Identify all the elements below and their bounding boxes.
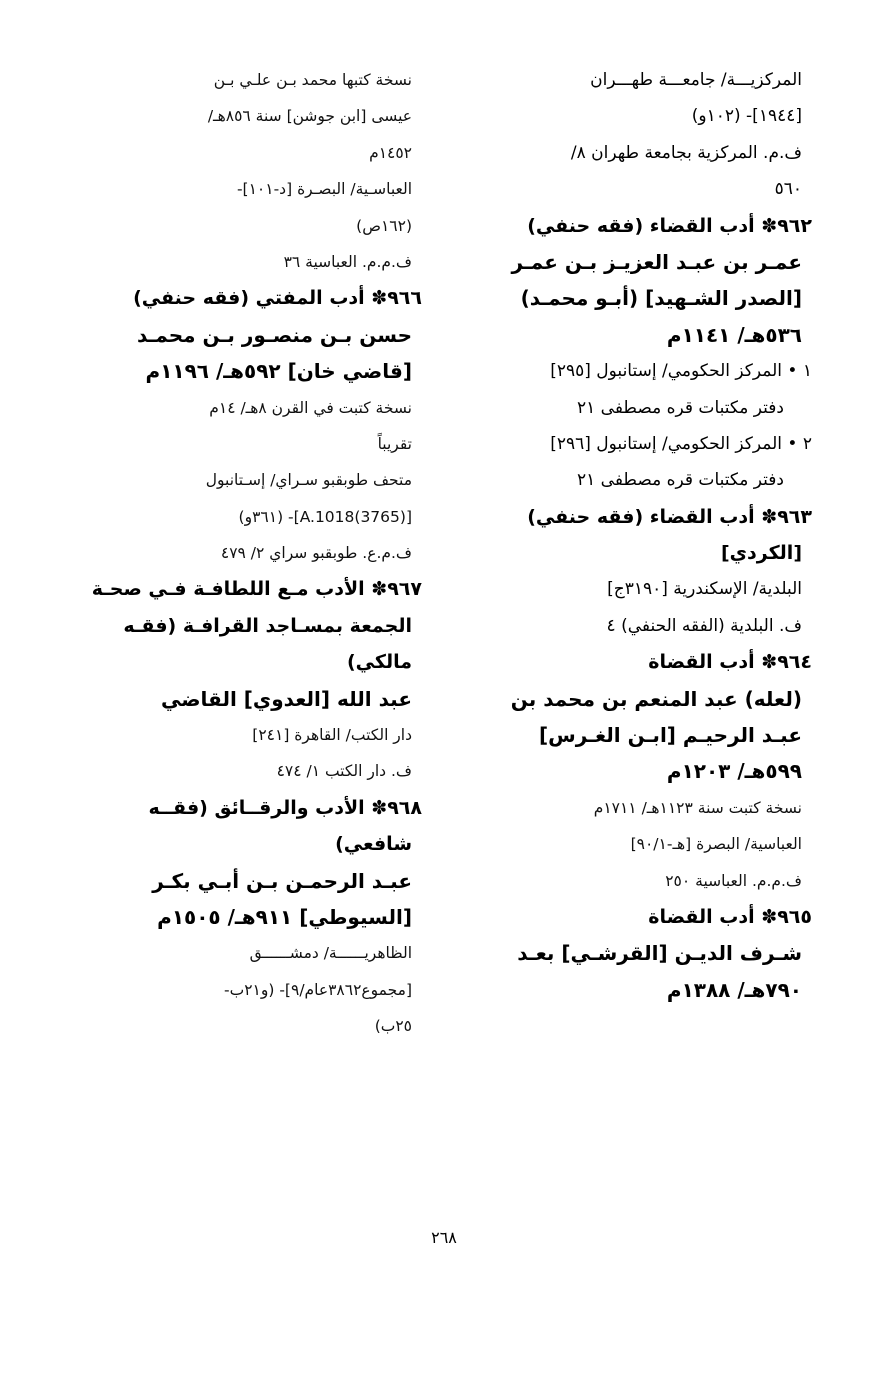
text-line: نسخة كتبت سنة ١١٢٣هـ/ ١٧١١م xyxy=(593,798,802,817)
text-line: البلدية/ الإسكندرية [٣١٩٠ج] xyxy=(607,579,802,600)
entry-heading: ٩٦٦✽ أدب المفتي (فقه حنفي) xyxy=(133,287,422,310)
text-line: نسخة كتبت في القرن ٨هـ/ ١٤م xyxy=(209,398,412,417)
text-line: الظاهريــــــة/ دمشــــــق xyxy=(249,944,412,963)
text-line: متحف طوبقبو سـراي/ إسـتانبول xyxy=(205,471,412,490)
text-line: العباسية/ البصرة [هـ-٩٠/١] xyxy=(630,835,802,854)
author-line: [السيوطي] ٩١١هـ/ ١٥٠٥م xyxy=(157,904,412,929)
author-line: [الكردي] xyxy=(720,542,802,565)
entry-heading: مالكي) xyxy=(347,651,412,674)
entry-heading: ٩٦٢✽ أدب القضاء (فقه حنفي) xyxy=(527,214,812,237)
right-column xyxy=(472,62,812,1008)
author-line: شـرف الديـن [القرشـي] بعـد xyxy=(517,941,802,966)
text-line: ٥٦٠ xyxy=(774,179,802,200)
author-line: عمـر بن عبـد العزيـز بـن عمـر xyxy=(511,249,802,274)
author-line: حسن بـن منصـور بـن محمـد xyxy=(136,322,412,347)
text-line: دفتر مكتبات قره مصطفى ٢١ xyxy=(576,397,784,418)
left-column xyxy=(80,62,422,1045)
text-line: عيسى [ابن جوشن] سنة ٨٥٦هـ/ xyxy=(207,107,412,126)
text-line: ١ • المركز الحكومي/ إستانبول [٢٩٥] xyxy=(550,361,812,382)
author-line: عبد الله [العدوي] القاضي xyxy=(160,686,412,711)
text-line: [مجموع٣٨٦٢عام/٩]- (و٢١ب- xyxy=(224,980,412,999)
text-line: دار الكتب/ القاهرة [٢٤١] xyxy=(252,726,412,745)
entry-heading: ٩٦٧✽ الأدب مـع اللطافـة فـي صحـة xyxy=(91,578,422,601)
text-line: تقريباً xyxy=(377,434,412,453)
text-line: نسخة كتبها محمد بـن علـي بـن xyxy=(213,71,412,89)
text-line: دفتر مكتبات قره مصطفى ٢١ xyxy=(576,470,784,491)
text-line: ف.م.م. العباسية ٢٥٠ xyxy=(665,871,802,890)
entry-heading: ٩٦٤✽ أدب القضاة xyxy=(648,651,812,674)
text-line: [١٩٤٤]- (١٠٢و) xyxy=(691,106,802,127)
text-line: ١٤٥٢م xyxy=(369,143,412,162)
page-number: ٢٦٨ xyxy=(431,1228,457,1247)
entry-heading: ٩٦٣✽ أدب القضاء (فقه حنفي) xyxy=(527,505,812,528)
text-line: [A.1018(3765)]- (٣٦١و) xyxy=(238,507,412,526)
text-line: (١٦٢ص) xyxy=(356,216,412,235)
author-line: ٧٩٠هـ/ ١٣٨٨م xyxy=(666,977,802,1002)
text-line: ف.م. المركزية بجامعة طهران ٨/ xyxy=(570,142,802,163)
author-line: [الصدر الشـهيد] (أبـو محمـد) xyxy=(520,286,802,311)
entry-heading: الجمعة بمسـاجد القرافـة (فقـه xyxy=(123,614,412,637)
author-line: ٥٣٦هـ/ ١١٤١م xyxy=(666,322,802,347)
text-line: ف.م.ع. طوبقبو سراي ٢/ ٤٧٩ xyxy=(220,544,412,563)
text-line: ف. دار الكتب ١/ ٤٧٤ xyxy=(276,762,412,781)
author-line: عبـد الرحمـن بـن أبـي بكـر xyxy=(152,868,412,893)
text-line: ف.م.م. العباسية ٣٦ xyxy=(283,252,412,271)
text-line: ٢٥ب) xyxy=(374,1017,412,1036)
entry-heading: شافعي) xyxy=(335,833,412,856)
author-line: [قاضي خان] ٥٩٢هـ/ ١١٩٦م xyxy=(145,359,412,384)
author-line: (لعله) عبد المنعم بن محمد بن xyxy=(510,686,802,711)
text-line: العباسـية/ البصـرة [د-١٠١]- xyxy=(236,180,412,199)
author-line: ٥٩٩هـ/ ١٢٠٣م xyxy=(666,759,802,784)
text-line: المركزيـــة/ جامعـــة طهـــران xyxy=(590,70,802,90)
text-line: ف. البلدية (الفقه الحنفي) ٤ xyxy=(606,615,802,636)
text-line: ٢ • المركز الحكومي/ إستانبول [٢٩٦] xyxy=(550,433,812,454)
entry-heading: ٩٦٥✽ أدب القضاة xyxy=(648,905,812,928)
author-line: عبـد الرحيـم [ابـن الغـرس] xyxy=(538,723,802,748)
entry-heading: ٩٦٨✽ الأدب والرقــائق (فقــه xyxy=(148,796,422,819)
